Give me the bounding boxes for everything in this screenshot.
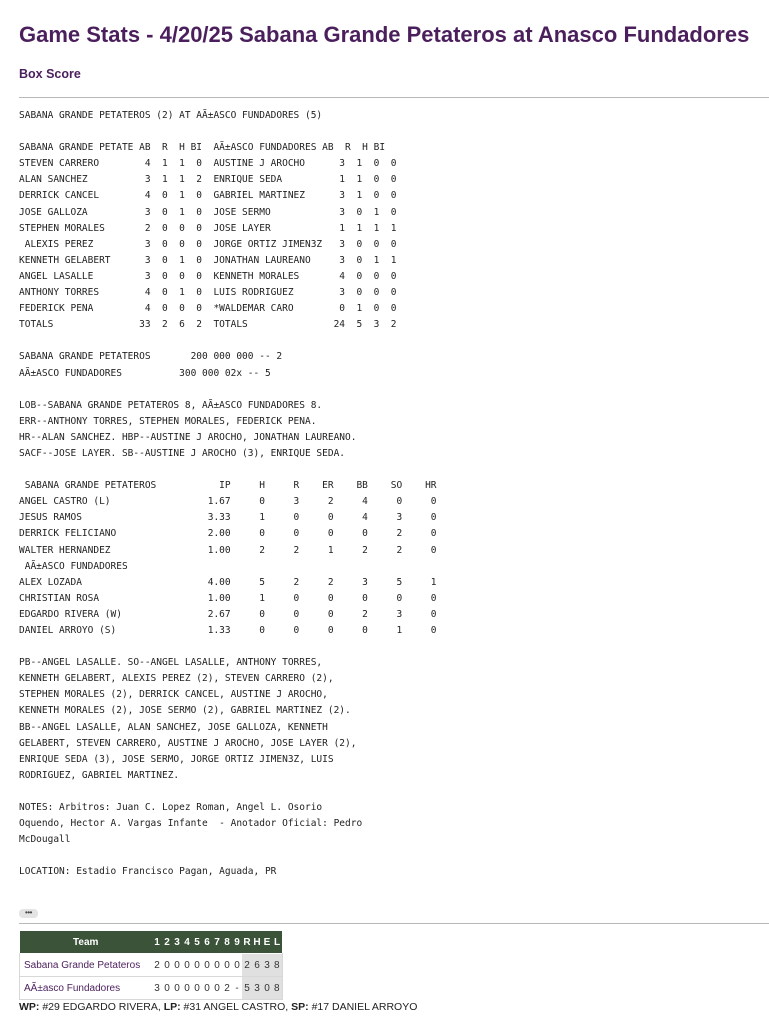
box-score-line: ANTHONY TORRES 4 0 1 0 LUIS RODRIGUEZ 3 0 0 0 [19,287,397,299]
box-score-line: WALTER HERNANDEZ 1.00 2 2 1 2 2 0 [19,544,437,556]
box-score-line: STEPHEN MORALES 2 0 0 0 JOSE LAYER 1 1 1 1 [19,222,397,234]
box-score-line: ALEX LOZADA 4.00 5 2 2 3 5 1 [19,576,437,588]
box-score-line: CHRISTIAN ROSA 1.00 1 0 0 0 0 0 [19,592,437,604]
header-inning-8: 8 [222,931,232,954]
box-score-line: RODRIGUEZ, GABRIEL MARTINEZ. [19,769,180,781]
header-hits: H [252,931,262,954]
inning-score: 0 [162,977,172,1000]
inning-score: 0 [202,977,212,1000]
box-score-line: ENRIQUE SEDA (3), JOSE SERMO, JORGE ORTIZ JIMEN3Z, LUIS [19,753,334,765]
inning-score: 0 [172,977,182,1000]
lp-value: #31 ANGEL CASTRO, [180,1001,292,1013]
linescore-table [19,931,283,1000]
lp-label: LP: [163,1001,181,1013]
box-score-line: STEVEN CARRERO 4 1 1 0 AUSTINE J AROCHO 3 1 0 0 [19,158,397,170]
box-score-line: AÃ±ASCO FUNDADORES [19,560,128,572]
inning-score: 0 [192,954,202,977]
hits-total: 3 [252,977,262,1000]
wp-label: WP: [19,1001,40,1013]
box-score-line: FEDERICK PENA 4 0 0 0 *WALDEMAR CARO 0 1 0 0 [19,303,397,315]
errors-total: 3 [262,954,272,977]
box-score-line: KENNETH GELABERT 3 0 1 0 JONATHAN LAUREANO 3 0 1 1 [19,254,397,266]
box-score-line: ERR--ANTHONY TORRES, STEPHEN MORALES, FEDERICK PENA. [19,415,317,427]
lob-total: 8 [272,977,282,1000]
header-inning-1: 1 [152,931,162,954]
team-name: Sabana Grande Petateros [20,954,153,977]
box-score-line: LOB--SABANA GRANDE PETATEROS 8, AÃ±ASCO FUNDADORES 8. [19,399,323,411]
lob-total: 8 [272,954,282,977]
inning-score: - [232,977,242,1000]
header-inning-7: 7 [212,931,222,954]
errors-total: 0 [262,977,272,1000]
box-score-line: ALEXIS PEREZ 3 0 0 0 JORGE ORTIZ JIMEN3Z 3 0 0 0 [19,238,397,250]
pitcher-summary [19,1001,417,1014]
box-score-line: EDGARDO RIVERA (W) 2.67 0 0 0 2 3 0 [19,608,437,620]
runs-total: 2 [242,954,252,977]
page-title: Game Stats - 4/20/25 Sabana Grande Petateros at Anasco Fundadores [19,22,750,47]
hits-total: 6 [252,954,262,977]
box-score-line: PB--ANGEL LASALLE. SO--ANGEL LASALLE, ANTHONY TORRES, [19,657,323,669]
box-score-line: SABANA GRANDE PETATEROS IP H R ER BB SO HR [19,480,437,492]
table-row [20,977,283,1000]
header-errors: E [262,931,272,954]
header-inning-5: 5 [192,931,202,954]
box-score-line: DERRICK CANCEL 4 0 1 0 GABRIEL MARTINEZ 3 1 0 0 [19,190,397,202]
more-button[interactable]: ••• [19,909,38,918]
header-inning-2: 2 [162,931,172,954]
box-score-line: McDougall [19,834,71,846]
header-lob: L [272,931,282,954]
header-inning-9: 9 [232,931,242,954]
box-score-line: Oquendo, Hector A. Vargas Infante - Anotador Oficial: Pedro [19,818,363,830]
inning-score: 0 [202,954,212,977]
box-score-line: SABANA GRANDE PETATEROS (2) AT AÃ±ASCO FUNDADORES (5) [19,110,323,121]
sp-value: #17 DANIEL ARROYO [308,1001,418,1013]
inning-score: 0 [162,954,172,977]
inning-score: 0 [222,954,232,977]
box-score-line: STEPHEN MORALES (2), DERRICK CANCEL, AUSTINE J AROCHO, [19,689,328,701]
inning-score: 0 [182,954,192,977]
box-score-line: DERRICK FELICIANO 2.00 0 0 0 0 2 0 [19,528,437,540]
box-score-line: TOTALS 33 2 6 2 TOTALS 24 5 3 2 [19,319,397,331]
box-score-line: ALAN SANCHEZ 3 1 1 2 ENRIQUE SEDA 1 1 0 0 [19,174,397,186]
box-score-line: KENNETH GELABERT, ALEXIS PEREZ (2), STEVEN CARRERO (2), [19,673,334,685]
inning-score: 0 [212,954,222,977]
box-score-heading: Box Score [19,67,81,81]
divider [19,923,769,924]
box-score-line: JESUS RAMOS 3.33 1 0 0 4 3 0 [19,512,437,524]
divider [19,97,769,98]
inning-score: 0 [182,977,192,1000]
header-runs: R [242,931,252,954]
team-name: AÃ±asco Fundadores [20,977,153,1000]
inning-score: 3 [152,977,162,1000]
inning-score: 2 [222,977,232,1000]
box-score-line: GELABERT, STEVEN CARRERO, AUSTINE J AROCHO, JOSE LAYER (2), [19,737,357,749]
inning-score: 0 [232,954,242,977]
box-score-line: SABANA GRANDE PETATEROS 200 000 000 -- 2 [19,351,283,363]
box-score-line: AÃ±ASCO FUNDADORES 300 000 02x -- 5 [19,367,271,379]
box-score-line: NOTES: Arbitros: Juan C. Lopez Roman, Angel L. Osorio [19,802,323,814]
box-score-line: KENNETH MORALES (2), JOSE SERMO (2), GABRIEL MARTINEZ (2). [19,705,351,717]
inning-score: 2 [152,954,162,977]
box-score-line: ANGEL CASTRO (L) 1.67 0 3 2 4 0 0 [19,496,437,508]
box-score-line: JOSE GALLOZA 3 0 1 0 JOSE SERMO 3 0 1 0 [19,206,397,218]
box-score-line: SACF--JOSE LAYER. SB--AUSTINE J AROCHO (3), ENRIQUE SEDA. [19,447,346,459]
table-row [20,954,283,977]
runs-total: 5 [242,977,252,1000]
header-inning-4: 4 [182,931,192,954]
box-score-line: BB--ANGEL LASALLE, ALAN SANCHEZ, JOSE GALLOZA, KENNETH [19,721,328,733]
box-score-line: LOCATION: Estadio Francisco Pagan, Aguada, PR [19,866,277,878]
inning-score: 0 [192,977,202,1000]
box-score-text [19,108,437,881]
inning-score: 0 [172,954,182,977]
box-score-line: SABANA GRANDE PETATE AB R H BI AÃ±ASCO FUNDADORES AB R H BI [19,142,386,154]
box-score-line: HR--ALAN SANCHEZ. HBP--AUSTINE J AROCHO, JONATHAN LAUREANO. [19,431,357,443]
inning-score: 0 [212,977,222,1000]
wp-value: #29 EDGARDO RIVERA, [39,1001,164,1013]
linescore-header-row [20,931,283,954]
sp-label: SP: [291,1001,309,1013]
box-score-line: ANGEL LASALLE 3 0 0 0 KENNETH MORALES 4 0 0 0 [19,270,397,282]
header-inning-6: 6 [202,931,212,954]
box-score-line: DANIEL ARROYO (S) 1.33 0 0 0 0 1 0 [19,625,437,636]
header-team: Team [20,931,153,954]
header-inning-3: 3 [172,931,182,954]
